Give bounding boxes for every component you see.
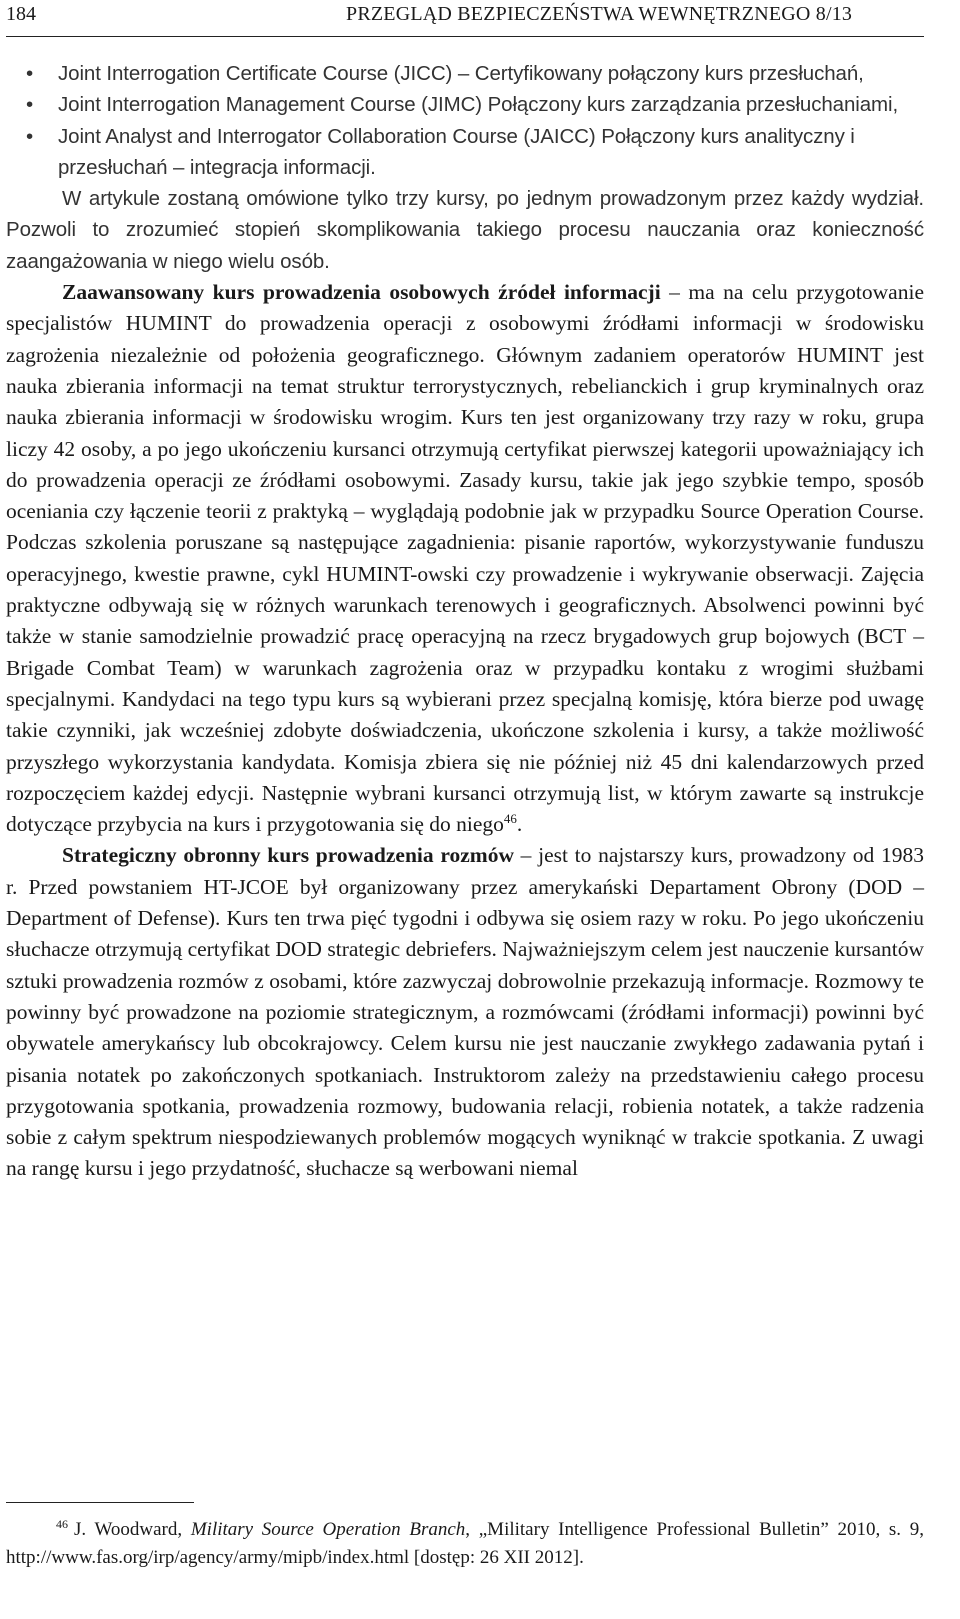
page-body bbox=[6, 0, 924, 1185]
footnote-divider bbox=[6, 1502, 194, 1503]
course-list bbox=[6, 58, 924, 183]
bullet-icon: • bbox=[26, 93, 34, 117]
footnote bbox=[6, 1516, 924, 1572]
list-item bbox=[6, 89, 924, 120]
list-item-text: Joint Interrogation Management Course (JIMC) Połączony kurs zarządzania przesłuchaniami, bbox=[58, 93, 899, 117]
footnote-number: 46 bbox=[56, 1517, 68, 1531]
section-strategic-debriefing-course bbox=[6, 840, 924, 1184]
footnote-reference[interactable]: 46 bbox=[503, 811, 517, 827]
list-item bbox=[6, 121, 924, 184]
section-text: – jest to najstarszy kurs, prowadzony od 1983 r. Przed powstaniem HT-JCOE był organizowany przez amerykański Departament Obrony (DOD – Department of Defense). Kurs ten trwa pięć tygodni i odbywa się osiem razy w roku. Po jego ukończeniu słuchacze otrzymują certyfikat DOD strategic debriefers. Najważniejszym celem jest nauczenie kursantów sztuki prowadzenia rozmów z osobami, które zazwyczaj dobrowolnie przekazują informacje. Rozmowy te powinny być prowadzone na poziomie strategicznym, a rozmówcami (źródłami informacji) powinni być obywatele amerykańscy lub obcokrajowcy. Celem kursu nie jest nauczanie zwykłego zadawania pytań i pisania notatek po zakończonych spotkaniach. Instruktorom zależy na przedstawieniu całego procesu przygotowania spotkania, prowadzenia rozmowy, budowania relacji, robienia notatek, a także radzenia sobie z całym spektrum niespodziewanych problemów mogących wyniknąć w trakcie spotkania. Z uwagi na rangę kursu i jego przydatność, słuchacze są werbowani niemal bbox=[6, 843, 924, 1181]
list-item-text: Joint Analyst and Interrogator Collaboration Course (JAICC) Połączony kurs analityczny i przesłuchań – integracja informacji. bbox=[58, 124, 855, 179]
running-header bbox=[6, 0, 924, 37]
bullet-icon: • bbox=[26, 62, 34, 85]
sentence-end: . bbox=[516, 812, 523, 837]
page-number: 184 bbox=[6, 3, 36, 25]
journal-title: PRZEGLĄD BEZPIECZEŃSTWA WEWNĘTRZNEGO 8/13 bbox=[346, 3, 853, 25]
bullet-icon: • bbox=[26, 124, 34, 148]
main-text bbox=[6, 58, 924, 1185]
intro-paragraph: W artykule zostaną omówione tylko trzy kursy, po jednym prowadzonym przez każdy wydział. Pozwoli to zrozumieć stopień skomplikowania takiego procesu nauczania oraz konieczność zaangażowania w niego wielu osób. bbox=[6, 187, 924, 273]
footnote-rest: , „Military Intelligence Professional Bulletin” 2010, s. 9, http://www.fas.org/irp/agency/army/mipb/index.html [dostęp: 26 XII 2012]. bbox=[6, 1519, 925, 1568]
section-heading: Zaawansowany kurs prowadzenia osobowych źródeł informacji bbox=[62, 280, 661, 305]
section-advanced-source-course bbox=[6, 277, 924, 840]
section-text: – ma na celu przygotowanie specjalistów HUMINT do prowadzenia operacji z osobowymi źródłami informacji w środowisku zagrożenia niezależnie od położenia geograficznego. Głównym zadaniem operatorów HUMINT jest nauka zbierania informacji na temat struktur terrorystycznych, rebelianckich i grup kryminalnych oraz nauka zbierania informacji w środowisku wrogim. Kurs ten jest organizowany trzy razy w roku, grupa liczy 42 osoby, a po jego ukończeniu kursanci otrzymują certyfikat pierwszej kategorii upoważniający ich do prowadzenia operacji ze źródłami osobowymi. Zasady kursu, takie jak jego szybkie tempo, sposób oceniania czy łączenie teorii z praktyką – wyglądają podobnie jak w przypadku Source Operation Course. Podczas szkolenia poruszane są następujące zagadnienia: pisanie raportów, wykorzystywanie funduszu operacyjnego, kwestie prawne, cykl HUMINT-owski czy prowadzenie i wykrywanie obserwacji. Zajęcia praktyczne odbywają się w różnych warunkach terenowych i geograficznych. Absolwenci powinni być także w stanie samodzielnie prowadzić pracę operacyjną na rzecz brygadowych grup bojowych (BCT – Brigade Combat Team) w warunkach zagrożenia oraz w przypadku kontaku z wrogimi służbami specjalnymi. Kandydaci na tego typu kurs są wybierani przez specjalną komisję, która bierze pod uwagę takie czynniki, jak wcześniej zdobyte doświadczenia, ukończone szkolenia i kursy, a także możliwość przyszłego wykorzystania kandydata. Komisja zbiera się nie później niż 45 dni kalendarzowych przed rozpoczęciem każdej edycji. Następnie wybrani kursanci otrzymują list, w którym zawarte są instrukcje dotyczące przybycia na kurs i przygotowania się do niego bbox=[6, 280, 924, 837]
footnote-author: J. Woodward, bbox=[74, 1519, 191, 1540]
list-item-text: Joint Interrogation Certificate Course (JICC) – Certyfikowany połączony kurs przesłuchań, bbox=[58, 62, 864, 85]
footnote-title: Military Source Operation Branch bbox=[190, 1519, 466, 1540]
section-heading: Strategiczny obronny kurs prowadzenia rozmów bbox=[62, 843, 514, 868]
list-item bbox=[6, 58, 924, 89]
